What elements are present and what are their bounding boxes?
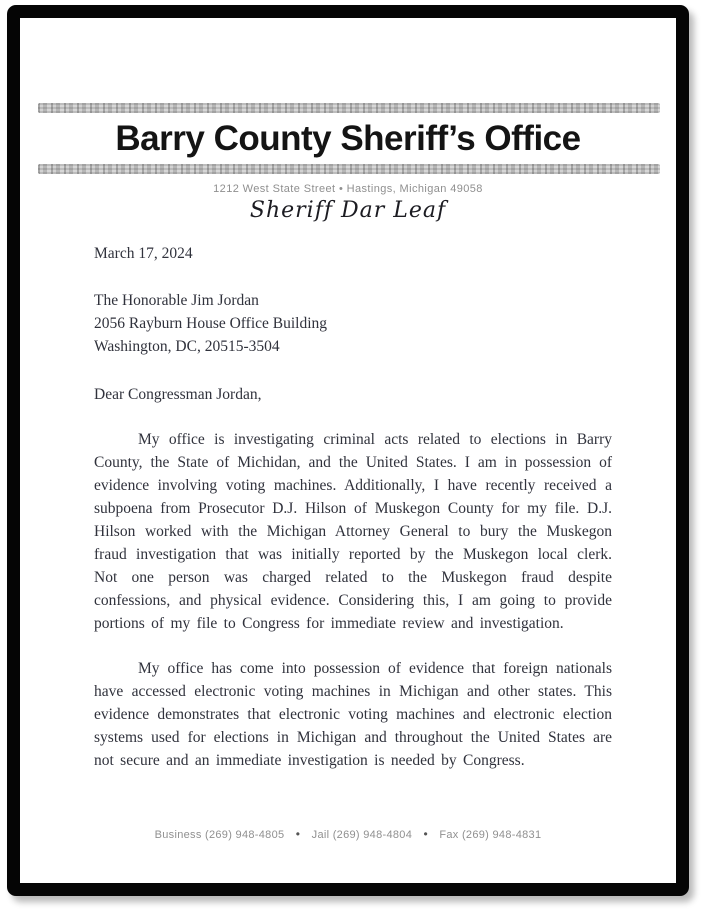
footer-bullet-icon: • (423, 827, 429, 841)
header-divider-top (38, 103, 660, 113)
letter-page (7, 5, 689, 896)
paragraph-foreign-nationals: My office has come into possession of evidence that foreign nationals have accessed electronic voting machines in Michigan and other states. This evidence demonstrates that electronic voting machines and electronic election systems used for elections in Michigan and throughout the United States are not secure and an immediate investigation is needed by Congress. (94, 660, 612, 769)
recipient-city: Washington, DC, 20515-3504 (94, 338, 280, 355)
footer-business-phone: Business (269) 948-4805 (154, 829, 285, 841)
recipient-name: The Honorable Jim Jordan (94, 292, 259, 309)
footer-fax-number: Fax (269) 948-4831 (439, 829, 542, 841)
letter-body (94, 242, 612, 772)
paragraph-investigation: My office is investigating criminal acts related to elections in Barry County, the State of Michidan, and the United States. I am in possession of evidence involving voting machines. Additionally, I have recently received a subpoena from Prosecutor D.J. Hilson of Muskegon County for my file. D.J. Hilson worked with the Michigan Attorney General to bury the Muskegon fraud investigation that was initially reported by the Muskegon local clerk. Not one person was charged related to the Muskegon fraud despite confessions, and physical evidence. Considering this, I am going to provide portions of my file to Congress for immediate review and investigation. (94, 431, 612, 632)
recipient-address-block (94, 289, 612, 358)
footer-jail-phone: Jail (269) 948-4804 (311, 829, 413, 841)
sheriff-name: Sheriff Dar Leaf (249, 198, 447, 223)
salutation: Dear Congressman Jordan, (94, 386, 262, 403)
header-divider-bottom (38, 164, 660, 174)
contact-footer (20, 827, 676, 841)
office-title: Barry County Sheriff’s Office (115, 119, 581, 158)
letter-date: March 17, 2024 (94, 245, 193, 262)
office-address: 1212 West State Street • Hastings, Michigan 49058 (213, 183, 483, 195)
footer-bullet-icon: • (295, 827, 301, 841)
recipient-street: 2056 Rayburn House Office Building (94, 315, 328, 332)
